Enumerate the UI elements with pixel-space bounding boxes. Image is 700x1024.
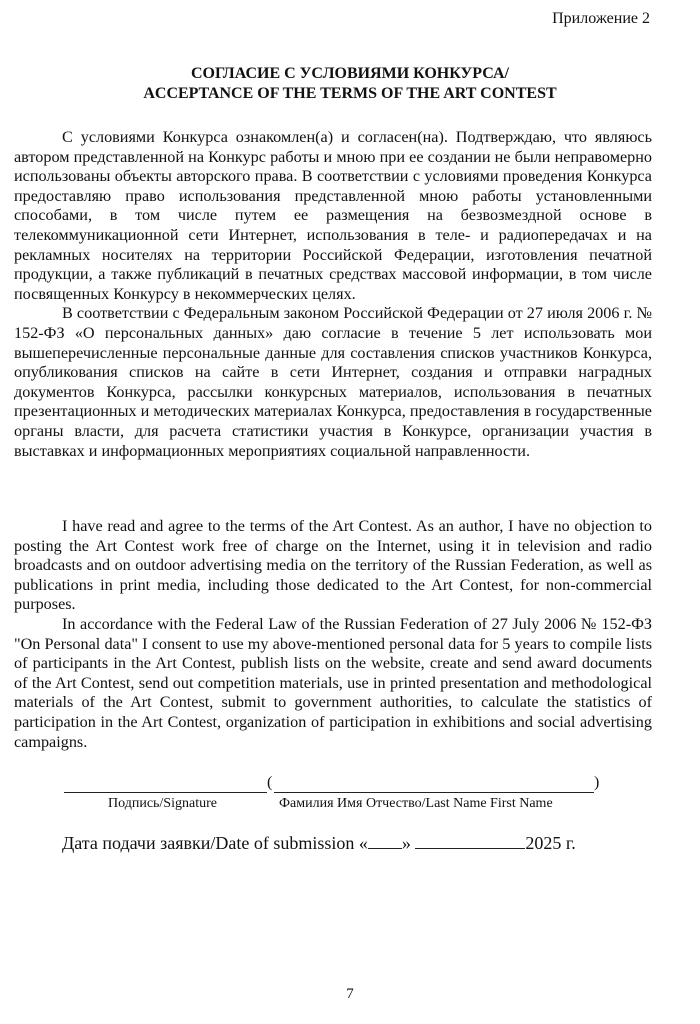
- paren-open: (: [267, 774, 273, 791]
- date-quote-close: »: [401, 833, 416, 853]
- paragraph-en-personal-data: In accordance with the Federal Law of the Russian Federation of 27 July 2006 № 152-ФЗ "On Personal data" I consent to use my above-mentioned personal data for 5 years to compile lists of participants in the Art Contest, publish lists on the website, create and send award documents of the Art Contest, send out competition materials, use in printed presentation and methodological materials of the Art Contest, submit to government authorities, to calculate the statistics of participation in the Art Contest, organization of participation in exhibitions and social advertising campaigns.: [14, 614, 652, 751]
- english-consent-text: [14, 517, 652, 752]
- day-field[interactable]: [368, 833, 402, 849]
- year-suffix: 2025 г.: [525, 833, 576, 853]
- paragraph-en-terms: I have read and agree to the terms of the Art Contest. As an author, I have no objection to posting the Art Contest work free of charge on the Internet, using it in television and radio broadcasts and on outdoor advertising media on the territory of the Russian Federation, as well as publications in print media, including those dedicated to the Art Contest, for non-commercial purposes.: [14, 517, 652, 614]
- signature-row: [64, 776, 604, 796]
- submission-date-row: [62, 833, 576, 854]
- paragraph-ru-terms: С условиями Конкурса ознакомлен(а) и согласен(на). Подтверждаю, что являюсь автором представленной на Конкурс работы и мною при ее создании не были неправомерно использованы объекты авторского права. В соответствии с условиями проведения Конкурса предоставляю право использования представленной мною работы установленными способами, в том числе путем ее размещения на безвозмездной основе в телекоммуникационной сети Интернет, использования в теле- и радиопередачах и на рекламных носителях на территории Российской Федерации, изготовления печатной продукции, а также публикаций в печатных средствах массовой информации, в том числе посвященных Конкурсу в некоммерческих целях.: [14, 128, 652, 303]
- page-number: 7: [346, 986, 354, 1002]
- date-label: Дата подачи заявки/Date of submission «: [62, 833, 368, 853]
- russian-consent-text: [14, 128, 652, 461]
- full-name-label: Фамилия Имя Отчество/Last Name First Name: [279, 796, 553, 811]
- paragraph-ru-personal-data: В соответствии с Федеральным законом Российской Федерации от 27 июля 2006 г. № 152-ФЗ «О персональных данных» даю согласие в течение 5 лет использовать мои вышеперечисленные персональные данные для составления списков участников Конкурса, опубликования списков на сайте в сети Интернет, создания и отправки наградных документов Конкурса, рассылки конкурсных материалов, использования в печатных презентационных и методических материалах Конкурса, предоставления в государственные органы власти, для расчета статистики участия в Конкурсе, организации участия в выставках и информационных мероприятиях социальной направленности.: [14, 304, 652, 460]
- title-line-en: ACCEPTANCE OF THE TERMS OF THE ART CONTEST: [143, 85, 557, 102]
- signature-label: Подпись/Signature: [108, 796, 217, 811]
- paren-close: ): [594, 774, 600, 791]
- signature-field[interactable]: [64, 792, 267, 793]
- document-title: [0, 64, 700, 104]
- full-name-field[interactable]: [274, 792, 594, 793]
- month-field[interactable]: [415, 833, 525, 849]
- title-line-ru: СОГЛАСИЕ С УСЛОВИЯМИ КОНКУРСА/: [191, 65, 509, 82]
- appendix-label: Приложение 2: [552, 10, 650, 27]
